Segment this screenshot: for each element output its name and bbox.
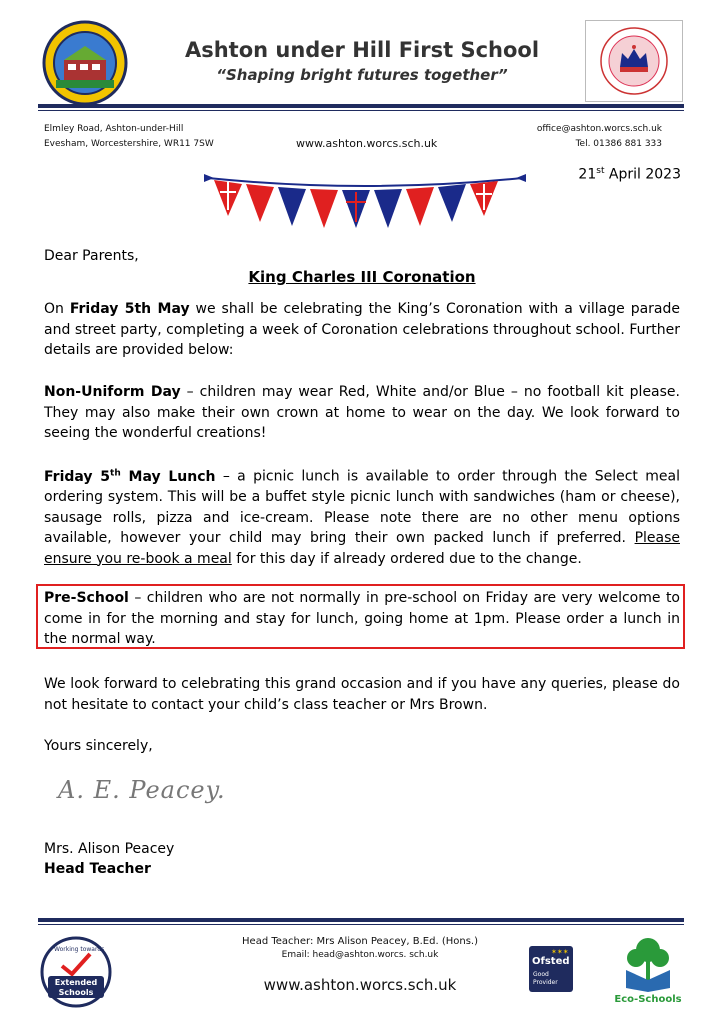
school-badge — [42, 20, 128, 106]
salutation: Dear Parents, — [44, 248, 139, 264]
header-telephone: Tel. 01386 881 333 — [575, 139, 662, 149]
bunting-illustration — [200, 170, 530, 232]
ofsted-provider: Provider — [533, 979, 558, 986]
extended-schools-text-2: Schools — [58, 988, 94, 997]
closing-phrase: Yours sincerely, — [44, 738, 153, 754]
signer-title: Head Teacher — [44, 861, 151, 877]
ofsted-good: Good — [533, 971, 549, 978]
header-website-link[interactable]: www.ashton.worcs.sch.uk — [296, 137, 438, 150]
header-rule — [38, 104, 684, 108]
ofsted-title: Ofsted — [532, 956, 570, 967]
paragraph-non-uniform: Non-Uniform Day – children may wear Red, White and/or Blue – no football kit please. They may also make their own crown at home to wear on the day. We look forward to seeing the wonderful creations! — [44, 384, 680, 441]
school-name: Ashton under Hill First School — [184, 38, 540, 62]
address-line-2: Evesham, Worcestershire, WR11 7SW — [44, 139, 214, 149]
letter-date: 21st April 2023 — [578, 166, 681, 183]
address-line-1: Elmley Road, Ashton-under-Hill — [44, 124, 184, 134]
signature: A. E. Peacey. — [58, 776, 226, 804]
footer-website-link[interactable]: www.ashton.worcs.sch.uk — [263, 976, 457, 994]
ofsted-stars-icon: ✶✶✶ — [551, 948, 569, 956]
ofsted-logo — [529, 946, 573, 992]
eco-schools-logo — [612, 936, 684, 1008]
signer-name: Mrs. Alison Peacey — [44, 841, 175, 857]
extended-schools-logo — [40, 936, 112, 1008]
paragraph-closing: We look forward to celebrating this grand occasion and if you have any queries, please do not hesitate to contact your child’s class teacher or Mrs Brown. — [44, 676, 680, 713]
header-email-link[interactable]: office@ashton.worcs.sch.uk — [536, 124, 662, 134]
coronation-logo — [585, 20, 683, 102]
school-motto: “Shaping bright futures together” — [216, 66, 508, 84]
letter-title: King Charles III Coronation — [248, 268, 476, 286]
paragraph-lunch: Friday 5th May Lunch – a picnic lunch is available to order through the Select meal ordering system. This will be a buffet style picnic lunch with sandwiches (ham or cheese), sausage rolls, pizza and ice-cream. Please note there are no other menu options available, however your child may bring their own packed lunch if preferred. Please ensure you re-book a meal for this day if already ordered due to the change. — [44, 468, 680, 567]
extended-schools-top-text: Working towards — [54, 946, 105, 953]
paragraph-intro: On Friday 5th May we shall be celebrating the King’s Coronation with a village parade and street party, completing a week of Coronation celebrations throughout school. Further details are provided below: — [44, 301, 680, 358]
eco-schools-text: Eco-Schools — [614, 994, 682, 1005]
footer-email-link[interactable]: Email: head@ashton.worcs. sch.uk — [281, 950, 439, 960]
extended-schools-text-1: Extended — [54, 978, 98, 987]
header-rule-thin — [38, 110, 684, 111]
paragraph-pre-school: Pre-School – children who are not normally in pre-school on Friday are very welcome to come in for the morning and stay for lunch, going home at 1pm. Please order a lunch in the normal way. — [44, 590, 680, 647]
footer-head-teacher: Head Teacher: Mrs Alison Peacey, B.Ed. (Hons.) — [242, 936, 478, 947]
footer-rule-thin — [38, 924, 684, 925]
footer-rule — [38, 918, 684, 922]
